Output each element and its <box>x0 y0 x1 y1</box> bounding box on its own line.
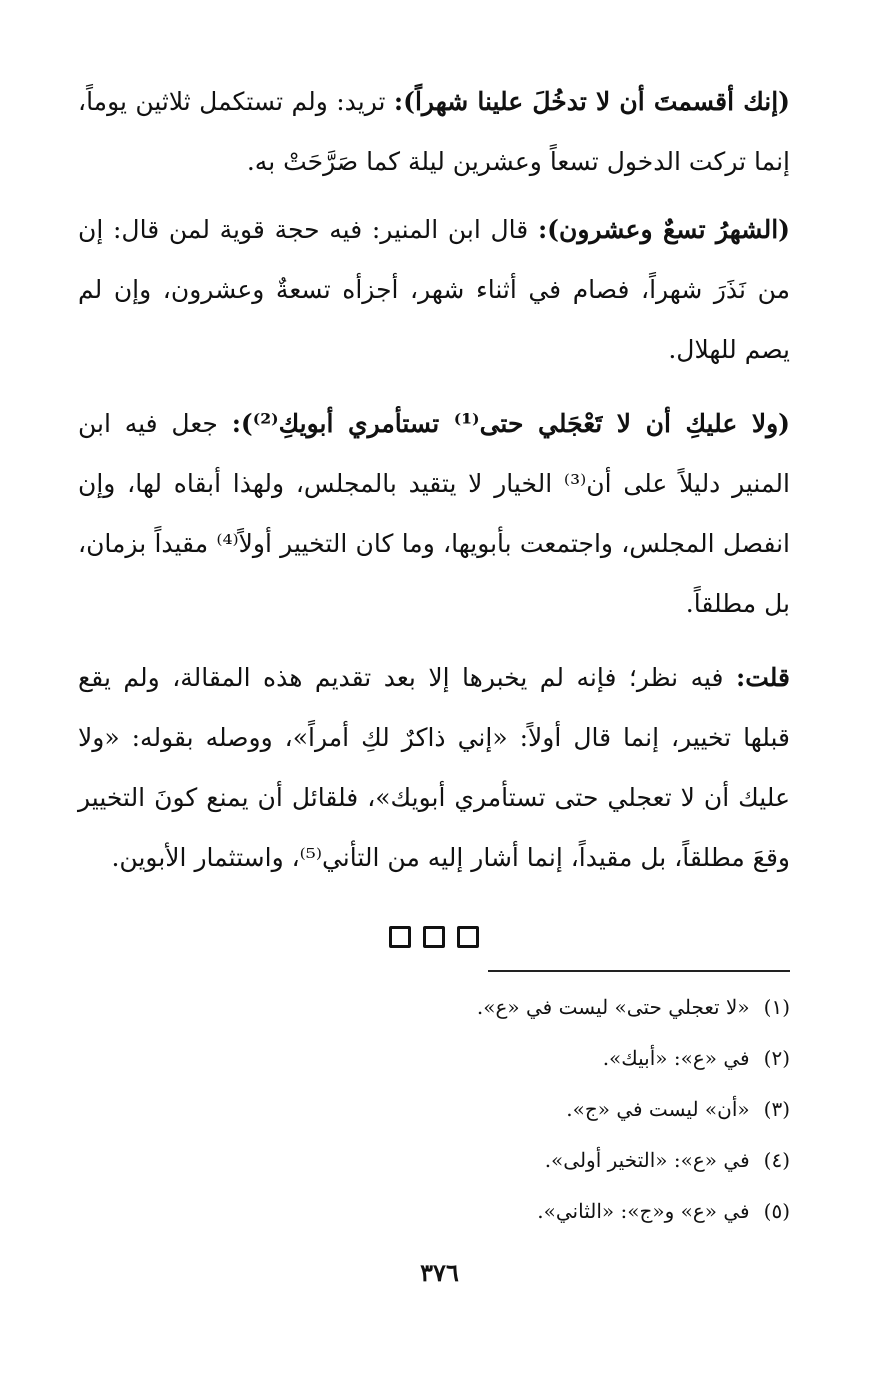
footnote-number: (١) <box>763 995 790 1019</box>
lemma-3: (ولا عليكِ أن لا تَعْجَلي حتى⁽¹⁾ تستأمري أبويكِ⁽²⁾): <box>231 409 790 438</box>
lemma-1: (إنك أقسمتَ أن لا تدخُلَ علينا شهراً): <box>393 87 791 116</box>
lemma-4: قلت: <box>735 663 790 692</box>
footnote-text: في «ع» و«ج»: «الثاني». <box>537 1199 750 1223</box>
footnote-number: (٥) <box>763 1199 790 1223</box>
lemma-2: (الشهرُ تسعٌ وعشرون): <box>537 215 790 244</box>
footnote-text: «لا تعجلي حتى» ليست في «ع». <box>476 995 750 1019</box>
separator-square-icon <box>423 926 445 948</box>
paragraph-2 <box>78 200 790 380</box>
main-text <box>78 72 790 966</box>
footnote-rule <box>488 970 790 972</box>
footnote-text: في «ع»: «أبيك». <box>602 1046 750 1070</box>
footnote-2 <box>78 1033 790 1084</box>
footnote-3 <box>78 1084 790 1135</box>
paragraph-1 <box>78 72 790 192</box>
paragraph-3-text: جعل فيه ابن المنير دليلاً على أن⁽³⁾ الخيار لا يتقيد بالمجلس، ولهذا أبقاه لها، وإن انفصل المجلس، واجتمعت بأبويها، وما كان التخيير أولاً⁽⁴⁾ مقيداً بزمان، بل مطلقاً. <box>78 409 791 618</box>
page-number: ٣٧٦ <box>420 1258 459 1287</box>
paragraph-4 <box>78 648 790 888</box>
footnote-1 <box>78 982 790 1033</box>
footnote-number: (٢) <box>763 1046 790 1070</box>
separator-square-icon <box>457 926 479 948</box>
paragraph-3 <box>78 394 790 634</box>
paragraph-4-text: فيه نظر؛ فإنه لم يخبرها إلا بعد تقديم هذه المقالة، ولم يقع قبلها تخيير، إنما قال أولاً: «إني ذاكرٌ لكِ أمراً»، ووصله بقوله: «ولا عليك أن لا تعجلي حتى تستأمري أبويك»، فلقائل أن يمنع كونَ التخيير وقعَ مطلقاً، بل مقيداً، إنما أشار إليه من التأني⁽⁵⁾، واستثمار الأبوين. <box>78 663 790 872</box>
footnote-5 <box>78 1186 790 1237</box>
paragraph-1-text: تريد: ولم تستكمل ثلاثين يوماً، إنما تركت الدخول تسعاً وعشرين ليلة كما صَرَّحَتْ به. <box>78 87 790 176</box>
footnote-text: «أن» ليست في «ج». <box>566 1097 750 1121</box>
footnote-text: في «ع»: «التخير أولى». <box>544 1148 750 1172</box>
footnote-number: (٣) <box>763 1097 790 1121</box>
section-separator <box>78 926 790 966</box>
footnote-number: (٤) <box>763 1148 790 1172</box>
paragraph-2-text: قال ابن المنير: فيه حجة قوية لمن قال: إن من نَذَرَ شهراً، فصام في أثناء شهر، أجزأه تسعةٌ وعشرون، وإن لم يصم للهلال. <box>78 215 790 364</box>
footnotes <box>78 982 790 1237</box>
separator-square-icon <box>389 926 411 948</box>
footnote-4 <box>78 1135 790 1186</box>
